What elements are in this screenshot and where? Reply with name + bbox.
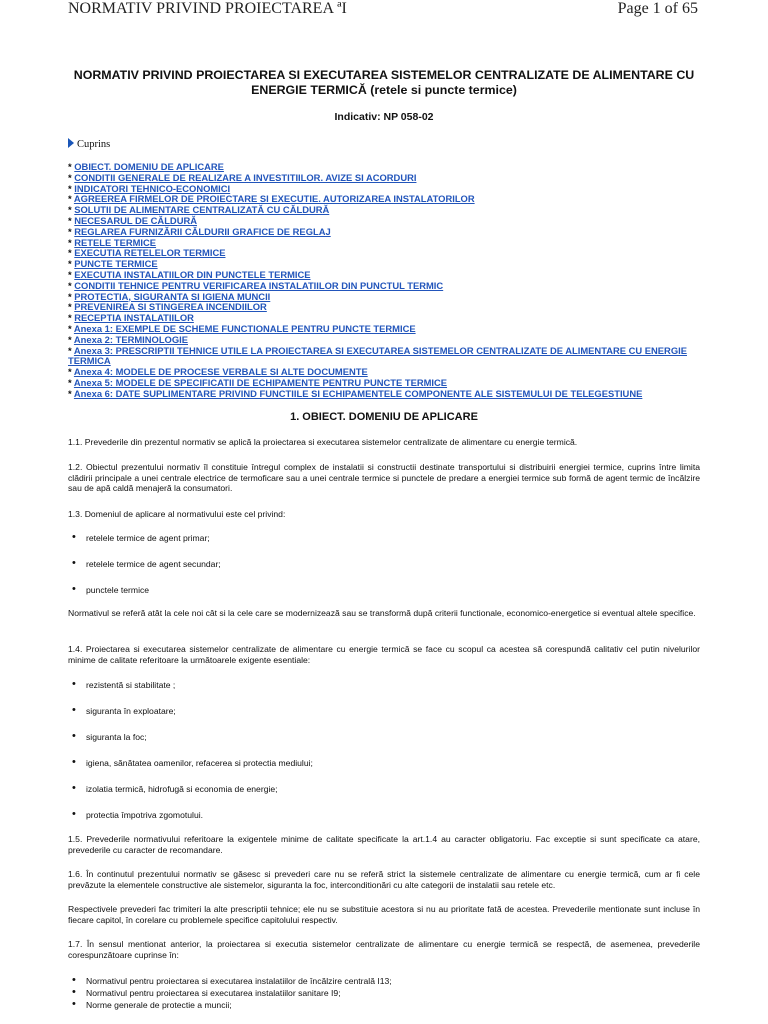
toc-label: Cuprins — [77, 139, 111, 150]
list-item: • Norme generale de protectie a muncii; — [86, 1000, 232, 1010]
list-item: • Normativul pentru proiectarea si executarea instalatiilor sanitare I9; — [86, 988, 341, 998]
toc-bullet: * — [68, 193, 74, 205]
toc-link[interactable]: CONDITII GENERALE DE REALIZARE A INVESTITIILOR. AVIZE SI ACORDURI — [74, 171, 417, 183]
toc-link[interactable]: Anexa 6: DATE SUPLIMENTARE PRIVIND FUNCTIILE SI ECHIPAMENTELE COMPONENTE ALE SISTEMULUI DE TELEGESTIUNE — [73, 387, 643, 399]
toc-bullet: * — [68, 279, 75, 291]
paragraph-1-1: 1.1. Prevederile din prezentul normativ se aplică la proiectarea si executarea sistemelor centralizate de alimentare cu energie termică. — [68, 437, 578, 447]
toc-bullet: * — [68, 301, 75, 313]
toc-toggle[interactable] — [68, 138, 110, 150]
toc-link[interactable]: SOLUTII DE ALIMENTARE CENTRALIZATĂ CU CĂLDURĂ — [74, 204, 330, 216]
paragraph-1-4: 1.4. Proiectarea si executarea sistemelor centralizate de alimentare cu energie termică se face cu scopul ca acestea să corespundă calitativ cel putin nivelurilor minime de calitate referitoare la următoarele exigente esentiale: — [68, 644, 700, 665]
toc-link[interactable]: RETELE TERMICE — [74, 236, 157, 248]
toc-link[interactable]: PROTECTIA, SIGURANTA SI IGIENA MUNCII — [74, 290, 271, 302]
document-indicativ: Indicativ: NP 058-02 — [334, 111, 434, 123]
toc-link[interactable]: PUNCTE TERMICE — [74, 258, 158, 270]
toc-bullet: * — [68, 333, 74, 345]
toc-bullet: * — [68, 376, 74, 388]
toc-bullet: * — [68, 258, 75, 270]
list-item: • protectia împotriva zgomotului. — [86, 810, 203, 820]
list-item: • retelele termice de agent primar; — [86, 533, 210, 543]
toc-link[interactable]: EXECUTIA INSTALATIILOR DIN PUNCTELE TERMICE — [74, 268, 311, 280]
toc-link[interactable]: Anexa 3: PRESCRIPTII TEHNICE UTILE LA PROIECTAREA SI EXECUTAREA SISTEMELOR CENTRALIZATE DE ALIMENTARE CU ENERGIE TERMICA — [68, 344, 687, 367]
toc-item — [68, 248, 700, 259]
toc-bullet: * — [68, 182, 75, 194]
toc-bullet: * — [68, 161, 75, 172]
toc-link[interactable]: AGREEREA FIRMELOR DE PROIECTARE SI EXECUTIE. AUTORIZAREA INSTALATORILOR — [73, 193, 475, 205]
paragraph-1-6: 1.6. În continutul prezentului normativ se găsesc si prevederi care nu se referă strict la sistemele centralizate de alimentare cu energie termică, cum ar fi cele prevăzute la elementele constructive ale sistemelor, siguranta la foc, interconditionări cu alte categorii de instalatii sau retele etc. — [68, 869, 700, 890]
list-item: • siguranta în exploatare; — [86, 706, 176, 716]
toc-link[interactable]: EXECUTIA RETELELOR TERMICE — [74, 247, 226, 259]
table-of-contents — [68, 162, 700, 400]
toc-link[interactable]: Anexa 1: EXEMPLE DE SCHEME FUNCTIONALE PENTRU PUNCTE TERMICE — [73, 322, 416, 334]
toc-bullet: * — [68, 171, 75, 183]
toc-bullet: * — [68, 268, 75, 280]
paragraph-normativ: Normativul se referă atât la cele noi cât si la cele care se modernizează sau se transformă după criterii functionale, economico-energetice si eventual altele specifice. — [68, 608, 696, 618]
header-title: NORMATIV PRIVIND PROIECTAREA ªI — [68, 0, 347, 17]
list-item: • rezistentă si stabilitate ; — [86, 680, 175, 690]
page-header — [0, 0, 768, 22]
toc-bullet: * — [68, 236, 75, 248]
toc-link[interactable]: PREVENIREA SI STINGEREA INCENDIILOR — [74, 301, 267, 313]
list-item: • punctele termice — [86, 585, 149, 595]
toc-bullet: * — [68, 312, 75, 324]
list-item: • igiena, sănătatea oamenilor, refacerea si protectia mediului; — [86, 758, 313, 768]
toc-bullet: * — [68, 290, 75, 302]
paragraph-respective: Respectivele prevederi fac trimiteri la alte prescriptii tehnice; ele nu se substituie acestora si nu au prioritate fată de acestea. Prevederile mentionate sunt incluse în fiecare capitol, în corelare cu problemele specifice capitolului respectiv. — [68, 904, 700, 925]
page-counter: Page 1 of 65 — [617, 0, 698, 17]
paragraph-1-7: 1.7. În sensul mentionat anterior, la proiectarea si executia sistemelor centralizate de alimentare cu energie termică se respectă, de asemenea, prevederile corespunzătoare cuprinse în: — [68, 939, 700, 960]
toc-link[interactable]: INDICATORI TEHNICO-ECONOMICI — [74, 182, 231, 194]
list-item: • Normativul pentru proiectarea si executarea instalatiilor de încălzire centrală I13; — [86, 976, 392, 986]
toc-bullet: * — [68, 247, 75, 259]
toc-bullet: * — [68, 225, 75, 237]
toc-bullet: * — [68, 344, 74, 356]
toc-link[interactable]: CONDITII TEHNICE PENTRU VERIFICAREA INSTALATIILOR DIN PUNCTUL TERMIC — [74, 279, 444, 291]
toc-link[interactable]: Anexa 5: MODELE DE SPECIFICATII DE ECHIPAMENTE PENTRU PUNCTE TERMICE — [73, 376, 448, 388]
list-item: • siguranta la foc; — [86, 732, 147, 742]
toc-bullet: * — [68, 322, 74, 334]
toc-item — [68, 389, 700, 400]
toc-item — [68, 346, 700, 368]
paragraph-1-5: 1.5. Prevederile normativului referitoare la exigentele minime de calitate specificate la art.1.4 au caracter obligatoriu. Fac exceptie si sunt specificate ca atare, prevederile cu caracter de recomandare. — [68, 834, 700, 855]
toc-bullet: * — [68, 366, 74, 378]
list-item: • izolatia termică, hidrofugă si economia de energie; — [86, 784, 278, 794]
toc-link[interactable]: REGLAREA FURNIZĂRII CĂLDURII GRAFICE DE REGLAJ — [74, 225, 331, 237]
toc-link[interactable]: Anexa 4: MODELE DE PROCESE VERBALE SI ALTE DOCUMENTE — [73, 366, 368, 378]
toc-item — [68, 227, 700, 238]
list-item: • retelele termice de agent secundar; — [86, 559, 221, 569]
toc-link[interactable]: OBIECT. DOMENIU DE APLICARE — [74, 161, 224, 172]
toc-link[interactable]: RECEPTIA INSTALATIILOR — [74, 312, 194, 324]
document-title: NORMATIV PRIVIND PROIECTAREA SI EXECUTAREA SISTEMELOR CENTRALIZATE DE ALIMENTARE CU ENERGIE TERMICĂ (retele si puncte termice) — [73, 68, 695, 97]
expand-triangle-icon[interactable] — [68, 138, 74, 148]
toc-link[interactable]: NECESARUL DE CĂLDURĂ — [74, 214, 198, 226]
toc-bullet: * — [68, 214, 75, 226]
paragraph-1-3: 1.3. Domeniul de aplicare al normativului este cel privind: — [68, 509, 286, 519]
paragraph-1-2: 1.2. Obiectul prezentului normativ îl constituie întregul complex de instalatii si constructii destinate transportului si distribuirii energiei termice, cuprins între limita clădirii principale a unei centrale electrice de termoficare sau a unei centrale termice si punctele de predare a energiei termice sub formă de agent termic de încălzire sau de apă caldă menajeră la consumatori. — [68, 462, 700, 494]
toc-bullet: * — [68, 387, 74, 399]
section-title: 1. OBIECT. DOMENIU DE APLICARE — [290, 411, 478, 423]
toc-bullet: * — [68, 204, 75, 216]
toc-link[interactable]: Anexa 2: TERMINOLOGIE — [73, 333, 188, 345]
